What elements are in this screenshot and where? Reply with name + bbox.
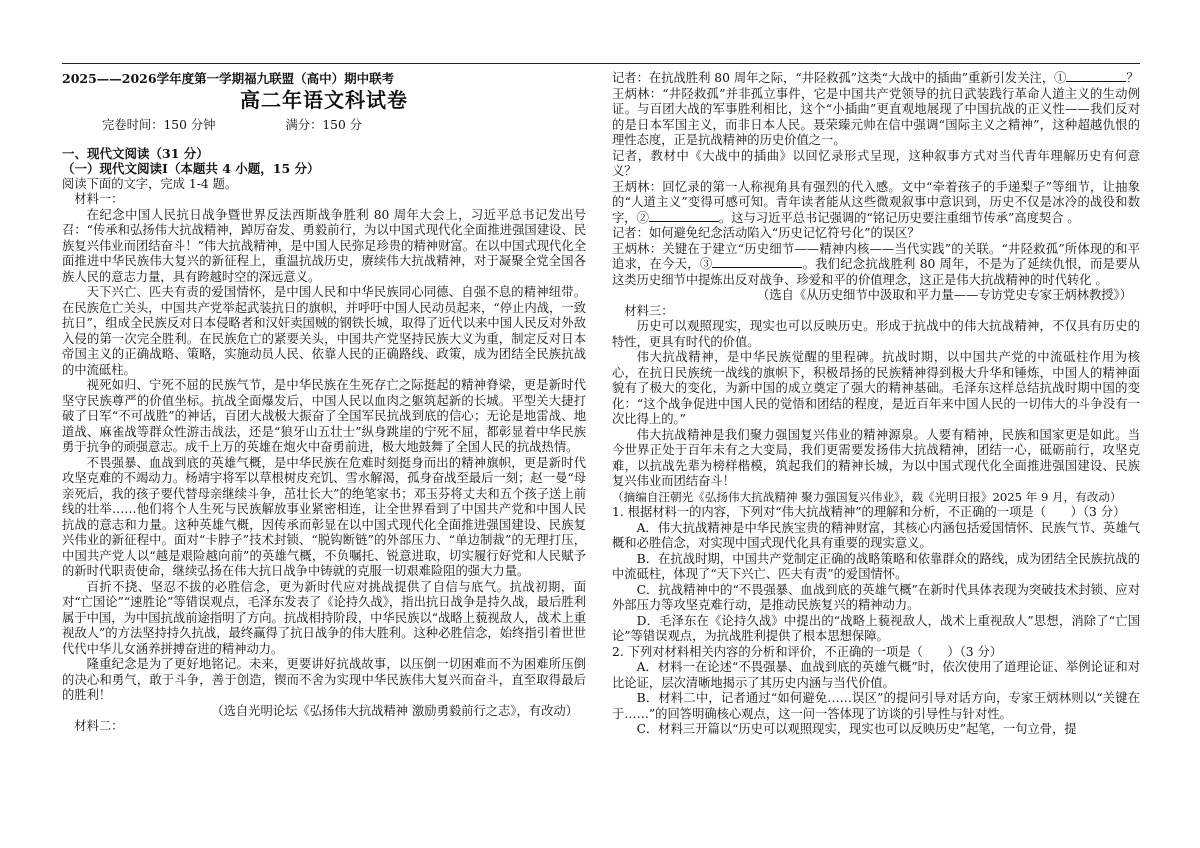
material-3-label: 材料三： <box>624 303 674 318</box>
material-1-label: 材料一： <box>74 192 124 206</box>
instruction: 阅读下面的文字，完成 1-4 题。 <box>62 176 238 191</box>
paragraph: 百折不挠、坚忍不拔的必胜信念，更为新时代应对挑战提供了自信与底气。抗战初期，面对“亡国论”“速胜论”等错误观点，毛泽东发表了《论持久战》，指出抗日战争是持久战，最后胜利属于中国，为中国抗战前途指明了方向。抗战相持阶段，中华民族以“战略上藐视敌人，战术上重视敌人”的方法坚持持久抗战，最终赢得了抗日战争的伟大胜利。这种必胜信念，始终指引着世世代代中华儿女涵养拼搏奋进的精神动力。 <box>62 579 586 656</box>
source-citation: （摘编自汪朝光《弘扬伟大抗战精神 聚力强国复兴伟业》，载《光明日报》2025 年 9 月，有改动） <box>612 489 1122 504</box>
score-label: 满分：150 分 <box>285 118 363 132</box>
option-b: B．在抗战时期，中国共产党制定正确的战略策略和依靠群众的路线，成为团结全民族抗战的中流砥柱，体现了“天下兴亡、匹夫有责”的爱国情怀。 <box>612 551 1140 581</box>
interview-question: 记者，教材中《大战中的插曲》以回忆录形式呈现，这种叙事方式对当代青年理解历史有何意义？ <box>612 148 1140 178</box>
subsection-heading: （一）现代文阅读Ⅰ（本题共 4 小题，15 分） <box>62 161 320 176</box>
option-b: B．材料二中，记者通过“如何避免……误区”的提问引导对话方向，专家王炳林则以“关键在于……”的回答明确核心观点，这一问一答体现了访谈的引导性与针对性。 <box>612 691 1140 721</box>
interview-answer <box>612 242 1140 289</box>
option-a: A．材料一在论述“不畏强暴、血战到底的英雄气概”时，依次使用了道理论证、举例论证和对比论证，层次清晰地揭示了其历史内涵与当代价值。 <box>612 660 1140 690</box>
time-label: 完卷时间：150 分钟 <box>102 118 216 132</box>
option-c: C．抗战精神中的“不畏强暴、血战到底的英雄气概”在新时代具体表现为突破技术封锁、应对外部压力等攻坚克难行动，是推动民族复兴的精神动力。 <box>612 582 1140 612</box>
exam-meta <box>62 118 586 134</box>
page-title: 高二年语文科试卷 <box>240 87 408 112</box>
paragraph: 历史可以观照现实，现实也可以反映历史。形成于抗战中的伟大抗战精神，不仅具有历史的特性，更具有时代的价值。 <box>612 319 1140 349</box>
fill-blank-2[interactable] <box>649 221 719 222</box>
option-c: C．材料三开篇以“历史可以观照现实，现实也可以反映历史”起笔，一句立骨，提 <box>636 722 1077 736</box>
paragraph: 视死如归、宁死不屈的民族气节，是中华民族在生死存亡之际挺起的精神脊梁，更是新时代坚守民族尊严的价值坐标。抗战全面爆发后，中国人民以血肉之躯筑起新的长城。平型关大捷打破了日军“不可战胜”的神话，百团大战极大振奋了全国军民抗战到底的信心；无论是地雷战、地道战、麻雀战等群众性游击战法，还是“狼牙山五壮士”纵身跳崖的宁死不屈，都彰显着中华民族勇于抗争的顽强意志。成千上万的英雄在炮火中奋勇前进，极大地鼓舞了全国人民的抗战热情。 <box>62 378 586 454</box>
paragraph: 不畏强暴、血战到底的英雄气概，是中华民族在危难时刻挺身而出的精神旗帜，更是新时代攻坚克难的不竭动力。杨靖宇将军以草根树皮充饥、雪水解渴，孤身奋战至最后一刻；赵一曼“母亲死后，我的孩子要代替母亲继续斗争，茁壮长大”的绝笔家书；邓玉芬将丈夫和五个孩子送上前线的壮举……他们将个人生死与民族解放事业紧密相连，让全世界看到了中国共产党和中国人民抗战的意志和力量。这种英雄气概，因传承而彰显在以中国式现代化全面推进强国建设、民族复兴伟业的新征程中。面对“卡脖子”技术封锁、“脱钩断链”的外部压力、“单边制裁”的无理打压，中国共产党人以“越是艰险越向前”的英雄气概，不负嘱托、锐意进取，切实履行好党和人民赋予的新时代职责使命，继续弘扬在伟大抗日战争中铸就的克服一切艰难险阻的强大力量。 <box>62 455 586 578</box>
answer-text: 王炳林：关键在于建立“历史细节——精神内核——当代实践”的关联。“井陉救孤”所体现的和平追求，在今天，③ <box>612 241 1140 271</box>
right-column <box>612 71 1140 738</box>
fill-blank-3[interactable] <box>712 267 802 268</box>
option-d: D．毛泽东在《论持久战》中提出的“战略上藐视敌人，战术上重视敌人”思想，消除了“亡国论”等错误观点，为抗战胜利提供了根本思想保障。 <box>612 613 1140 643</box>
answer-text: 。我们纪念抗战胜利 80 周年，不是为了延续仇恨，而是要从这类历史细节中提炼出反对战争、珍爱和平的价值理念，这正是伟大抗战精神的时代转化 。 <box>612 257 1140 287</box>
answer-text: 王炳林：回忆录的第一人称视角具有强烈的代入感。文中“牵着孩子的手递梨子”等细节，让抽象的“人道主义”变得可感可知。青年读者能从这些微观叙事中意识到，历史不仅是冰冷的战役和数字，② <box>612 179 1140 225</box>
material-2-label: 材料二： <box>74 719 124 733</box>
interview-question: 记者：在抗战胜利 80 周年之际，“井陉救孤”这类“大战中的插曲”重新引发关注，① <box>612 71 1067 85</box>
left-column <box>62 71 586 735</box>
interview-answer <box>612 180 1140 227</box>
question-1: 1. 根据材料一的内容，下列对“伟大抗战精神”的理解和分析，不正确的一项是（ ）（3 分） <box>612 505 1126 519</box>
interview-question: 记者：如何避免纪念活动陷入“历史记忆符号化”的误区？ <box>612 226 920 240</box>
paragraph: 伟大抗战精神是我们聚力强国复兴伟业的精神源泉。人要有精神，民族和国家更是如此。当今世界正处于百年未有之大变局，我们更需要发扬伟大抗战精神，团结一心，砥砺前行，攻坚克难，以抗战先辈为榜样楷模，筑起我们的精神长城，为以中国式现代化全面推进强国建设、民族复兴伟业而团结奋斗！ <box>612 427 1140 488</box>
paragraph: 在纪念中国人民抗日战争暨世界反法西斯战争胜利 80 周年大会上，习近平总书记发出号召：“传承和弘扬伟大抗战精神，踔厉奋发、勇毅前行，为以中国式现代化全面推进强国建设、民族复兴伟业而团结奋斗！”伟大抗战精神，是中国人民弥足珍贵的精神财富。在以中国式现代化全面推进中华民族伟大复兴的新征程上，重温抗战历史，赓续伟大抗战精神，对于凝聚全党全国各族人民的意志力量，具有跨越时空的深远意义。 <box>62 207 586 284</box>
paragraph: 天下兴亡、匹夫有责的爱国情怀，是中国人民和中华民族同心同德、自强不息的精神纽带。在民族危亡关头，中国共产党举起武装抗日的旗帜，并呼吁中国人民动员起来，“停止内战，一致抗日”，组成全民族反对日本侵略者和汉奸卖国贼的钢铁长城，取得了近代以来中国人民反对外敌入侵的第一次完全胜利。在民族危亡的紧要关头，中国共产党坚持民族大义为重，制定反对日本帝国主义的正确战略、策略，实施动员人民、依靠人民的正确路线、政策，成为团结全民族抗战的中流砥柱。 <box>62 285 586 377</box>
option-a: A．伟大抗战精神是中华民族宝贵的精神财富，其核心内涵包括爱国情怀、民族气节、英雄气概和必胜信念，对实现中国式现代化具有重要的现实意义。 <box>612 520 1140 550</box>
source-citation: （选自光明论坛《弘扬伟大抗战精神 激励勇毅前行之志》，有改动） <box>211 703 578 718</box>
question-2: 2. 下列对材料相关内容的分析和评价，不正确的一项是（ ）（3 分） <box>612 644 1003 659</box>
exam-line: 2025——2026学年度第一学期福九联盟（高中）期中联考 <box>62 71 395 86</box>
source-citation: （选自《从历史细节中汲取和平力量——专访党史专家王炳林教授》） <box>756 288 1132 302</box>
fill-blank-1[interactable] <box>1066 81 1126 82</box>
section-heading: 一、现代文阅读（31 分） <box>62 145 209 161</box>
interview-line <box>612 71 1140 87</box>
header-rule <box>62 63 1140 64</box>
question-mark: ？ <box>1126 71 1139 85</box>
answer-text: 。这与习近平总书记强调的“铭记历史要注重细节传承”高度契合 。 <box>718 210 1080 225</box>
paragraph: 隆重纪念是为了更好地铭记。未来，更要讲好抗战故事，以压倒一切困难而不为困难所压倒的决心和勇气，敢于斗争，善于创造，锲而不舍为实现中华民族伟大复兴而奋斗，直至取得最后的胜利！ <box>62 657 586 702</box>
paragraph: 伟大抗战精神，是中华民族觉醒的里程碑。抗战时期，以中国共产党的中流砥柱作用为核心，在抗日民族统一战线的旗帜下，积极昂扬的民族精神得到极大升华和锤炼，中国人的精神面貌有了极大的变化，为新中国的成立奠定了强大的精神基础。毛泽东这样总结抗战时期中国的变化：“这个战争促进中国人民的觉悟和团结的程度，是近百年来中国人民的一切伟大的斗争没有一次比得上的。” <box>612 350 1140 426</box>
interview-answer: 王炳林：“井陉救孤”并非孤立事件，它是中国共产党领导的抗日武装践行革命人道主义的生动例证。与百团大战的军事胜利相比，这个“小插曲”更直观地展现了中国抗战的正义性——我们反对的是日本军国主义，而非日本人民。聂荣臻元帅在信中强调“国际主义之精神”，这种超越仇恨的理性态度，正是抗战精神的历史价值之一。 <box>612 86 1140 147</box>
